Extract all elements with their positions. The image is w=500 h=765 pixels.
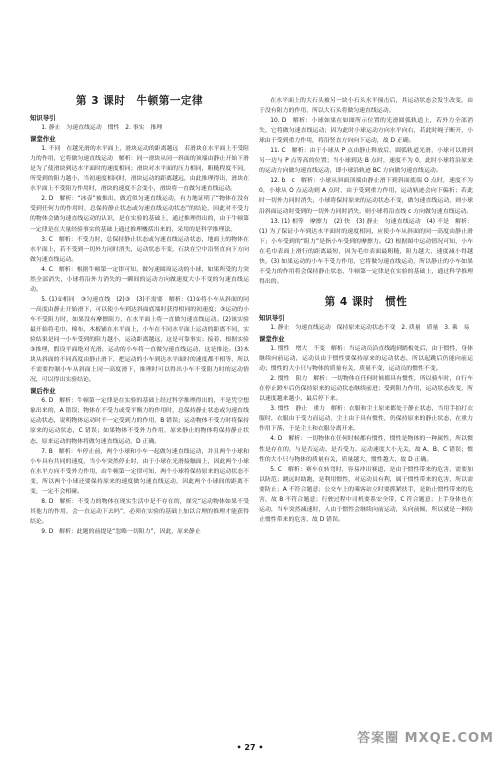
right-column-body-top	[259, 96, 473, 287]
answer-paragraph: 1. 不同 在越光滑的水平面上，滑块运动的距离越远 若滑块在水平面上不受阻力的作用，它将做匀速直线运动 解析：同一滑块从同一斜面的顶端由静止开始下滑是为了使滑块到达水平面时的速度相同；滑块对水平面的压力相同，粗糙程度不同，所受到的阻力越小，当初速度相同时，滑块运动的距离越远，由此推理得出，滑块在水平面上不受阻力作用时，滑块的速度不会变小，滑块将一直做匀速直线运动。	[30, 146, 249, 193]
answer-paragraph: 6. D 解析：牛顿第一定律是在实验的基础上经过科学推理得出的，不是凭空想象出来的，A 错误；物体在不受力或受平衡力的作用时，总保持静止状态或匀速直线运动状态，说明物体运动时不一定受到力的作用，B 错误；运动物体不受力时将保持原来的运动状态，C 错误；如果物体不受外力作用，原来静止的物体将保持静止状态，原来运动的物体将做匀速直线运动，D 正确。	[30, 398, 249, 445]
answer-paragraph: 12. b c 解析：小球从斜面顶端由静止滑下到斜面底端 O 点时，速度不为 0，小球从 O 点运动到 A 点时，由于受到重力作用，运动轨迹会向下偏折；若此时一切外力同时消失，小球将保持原来的运动状态不变，做匀速直线运动，则小球沿斜面运动时受到的一切外力同时消失，则小球将沿直线 c 方向做匀速直线运动。	[259, 178, 473, 215]
section-heading: 课堂作业	[259, 334, 285, 343]
lesson-4-title: 第 4 课时 惯性	[324, 295, 408, 308]
section-heading: 课后作业	[30, 387, 56, 396]
answer-paragraph: 9. D 解析：此题的前提是“忽略一切阻力”，因此，原来静止	[41, 528, 201, 535]
left-column	[30, 92, 249, 537]
answer-paragraph: 1. 惯性 增大 不变 解析：当运动员沿直线跑到踏板处后，由于惯性，身体继续向前运动，运动员由于惯性要保持原来的运动状态，所以起跳后仍能向前运动；惯性的大小只与物体的质量有关，质量不变，运动员的惯性不变。	[259, 346, 473, 373]
answer-paragraph: 2. 惯性 阻力 解析：一切物体在任何时候都具有惯性，所以骑车时，自行车在停止蹬车后仍保持原来的运动状态继续前进；受到阻力作用，运动状态改变，所以速度越来越小，最后停下来。	[259, 376, 473, 403]
section-heading: 课堂作业	[30, 135, 56, 144]
lesson-3-title: 第 3 课时 牛顿第一定律	[75, 95, 204, 107]
answer-paragraph: 1. 静止 匀速直线运动 惯性 2. 事实 推理	[41, 125, 163, 132]
section-heading: 知识导引	[259, 313, 285, 322]
right-column-body-bottom	[259, 313, 473, 525]
answer-paragraph: 10. D 解析：小球如果在如图所示位置的光滑圆弧轨道上，若外力全部消失，它将做匀速直线运动；因为此时小球运动方向水平向右，若此时绳子断开，小球由于受到重力作用，将沿竖直方向向下运动，故 D 正确。	[259, 118, 473, 145]
answer-paragraph: 5. C 解析：赛车在转弯时，容易冲出赛道，是由于惯性带来的危害，需要加以防范；跳远时助跑，是利用惯性，对运动员有利，属于惯性带来的危害，所以需要防止；A 不符合题意；公交车上的乘客站立时要抓紧扶手，是防止惯性带来的危害，故 B 不符合题意；行驶过程中司机要系安全带，C 符合题意；上手身体也在运动，当车突然减速时，人由于惯性会继续向前运动，头向前倾，所以就是一种防止惯性带来的危害，故 D 错误。	[259, 466, 473, 523]
answer-paragraph: 13. (1) 相等 摩擦力 (2) 快 (3) 静止 匀速直线运动 (4) 不是 解析：(1) 为了保证小车到达水平面时的速度相同，应使小车从斜面的同一高度由静止滑下；小车受到的“阻力”是指小车受到的摩擦力。(2) 根据图中运动情况可知，小车在毛巾表面上滑行的距离最短，因为毛巾表面最粗糙，阻力越大，速度减小得越快。(3) 如果运动的小车不受力作用，它将做匀速直线运动，所以静止的小车如果不受力的作用将会保持静止状态，牛顿第一定律是在实验的基础上，通过科学推理得出的。	[259, 218, 473, 285]
section-heading: 知识导引	[30, 114, 56, 122]
left-column-body	[30, 113, 249, 537]
answer-paragraph: 2. D 解析：“冰壶”被推出，做近似匀速直线运动，有力地证明了“物体在没有受到任何力的作用时，总保持静止状态或匀速直线运动状态”的结论，因此对不受力的物体会做匀速直线运动的认识，是在实验的基础上，通过推理得出的，由于牛顿第一定律是在大量经验事实的基础上通过推理概括出来的，采用的是科学推理法。	[30, 196, 249, 233]
watermark-text: 答案圈 MXQE.COM	[357, 731, 494, 746]
page-number: • 27 •	[236, 743, 264, 752]
answer-paragraph: 3. 惯性 静止 重力 解析：衣服和尘土原来都处于静止状态，当用手拍打衣服时，衣服由于受力而运动，尘土由于具有惯性，仍保持原来的静止状态，在重力作用下落，于是尘土和衣服分离开来。	[259, 406, 473, 433]
answer-paragraph: 在水平面上的大石头被另一块小石头水平撞击后，其运动状态会发生改变，由于没有阻力的作用，所以大石头将做匀速直线运动。	[259, 98, 473, 115]
answer-paragraph: 11. C 解析：由于小球从 P 点由静止释放后，圆弧轨道光滑，小球可以滑到另一边与 P 点等高的位置；当小球到达 B 点时，速度不为 0，此时小球将沿原来的运动方向做匀速直线运动，即小球沿轨迹 BC 方向做匀速直线运动。	[259, 148, 473, 175]
answer-paragraph: 7. B 解析：车停止前，两个小球和小车一起做匀速直线运动，并且两个小球和小车具有共同的速度，当小车突然停止时，由于小球在光滑接触面上，因此两个小球在水平方向不受外力作用，由牛顿第一定律可知，两个小球将保持原来的运动状态不变，所以两个小球还要保持原来的速度做匀速直线运动，因此两个小球间的距离不变，一定不会相碰。	[30, 448, 249, 495]
answer-paragraph: 4. D 解析：一切物体在任何时候都有惯性，惯性是物体的一种属性，所以惯性是存在的，与是否运动、是否受力、运动速度大小无关，故 A、B、C 错误；惯性的大小只与物体的质量有关，质量越大，惯性越大，故 D 正确。	[259, 436, 473, 463]
answer-paragraph: 4. C 解析：根据牛顿第一定律可知，做匀速圆周运动的小球，如果所受的力突然全部消失，小球将沿外力消失的一瞬间的运动方向做速度大小不变的匀速直线运动。	[30, 266, 249, 293]
right-column	[259, 96, 473, 525]
answer-paragraph: 3. C 解析：不受力时，总保持静止状态或匀速直线运动状态，地面上的物体在水平面上，若不受到一切外力同时消失，运动状态不变，石块在空中沿竖直向下方向做匀速直线运动。	[30, 236, 249, 263]
answer-paragraph: 5. (1)①相同 ③匀速直线 (2)③ (3)不需要 解析：(1)①将小车从斜面的同一高度由静止开始滑下，可以使小车到达斜面底端时获得相同的初速度；③运动的小车不受阻力时，如果没有摩擦阻力，在水平面上将一直做匀速直线运动。(2)该实验最开始将毛巾、棉布、木板铺在水平面上，小车在不同水平面上运动的距离不同，实验结果是同一小车受到的阻力越小，运动距离越远，这是可靠事实；接着，根据实验③推理，假设平面绝对光滑，运动的小车将一直做匀速直线运动，这是推论。(3)木块从斜面的不同高度由静止滑下，把运动的小车到达水平面时的速度都不相等，所以不需要控制小车从斜面上同一高度滑下，推理时可以得出小车不受阻力时的运动情况，可以得出实验结论。	[30, 296, 249, 384]
answer-paragraph: 1. 静止 匀速直线运动 保持原来运动状态不变 2. 质量 质量 3. 乘 易	[270, 324, 470, 331]
answer-paragraph: 8. D 解析：不受力的物体在现实生活中是不存在的，探究“运动物体如果不受其他力的作用，会一直运动下去吗”，必须在实验的基础上加以合理的推理才能获得结论。	[30, 498, 249, 525]
